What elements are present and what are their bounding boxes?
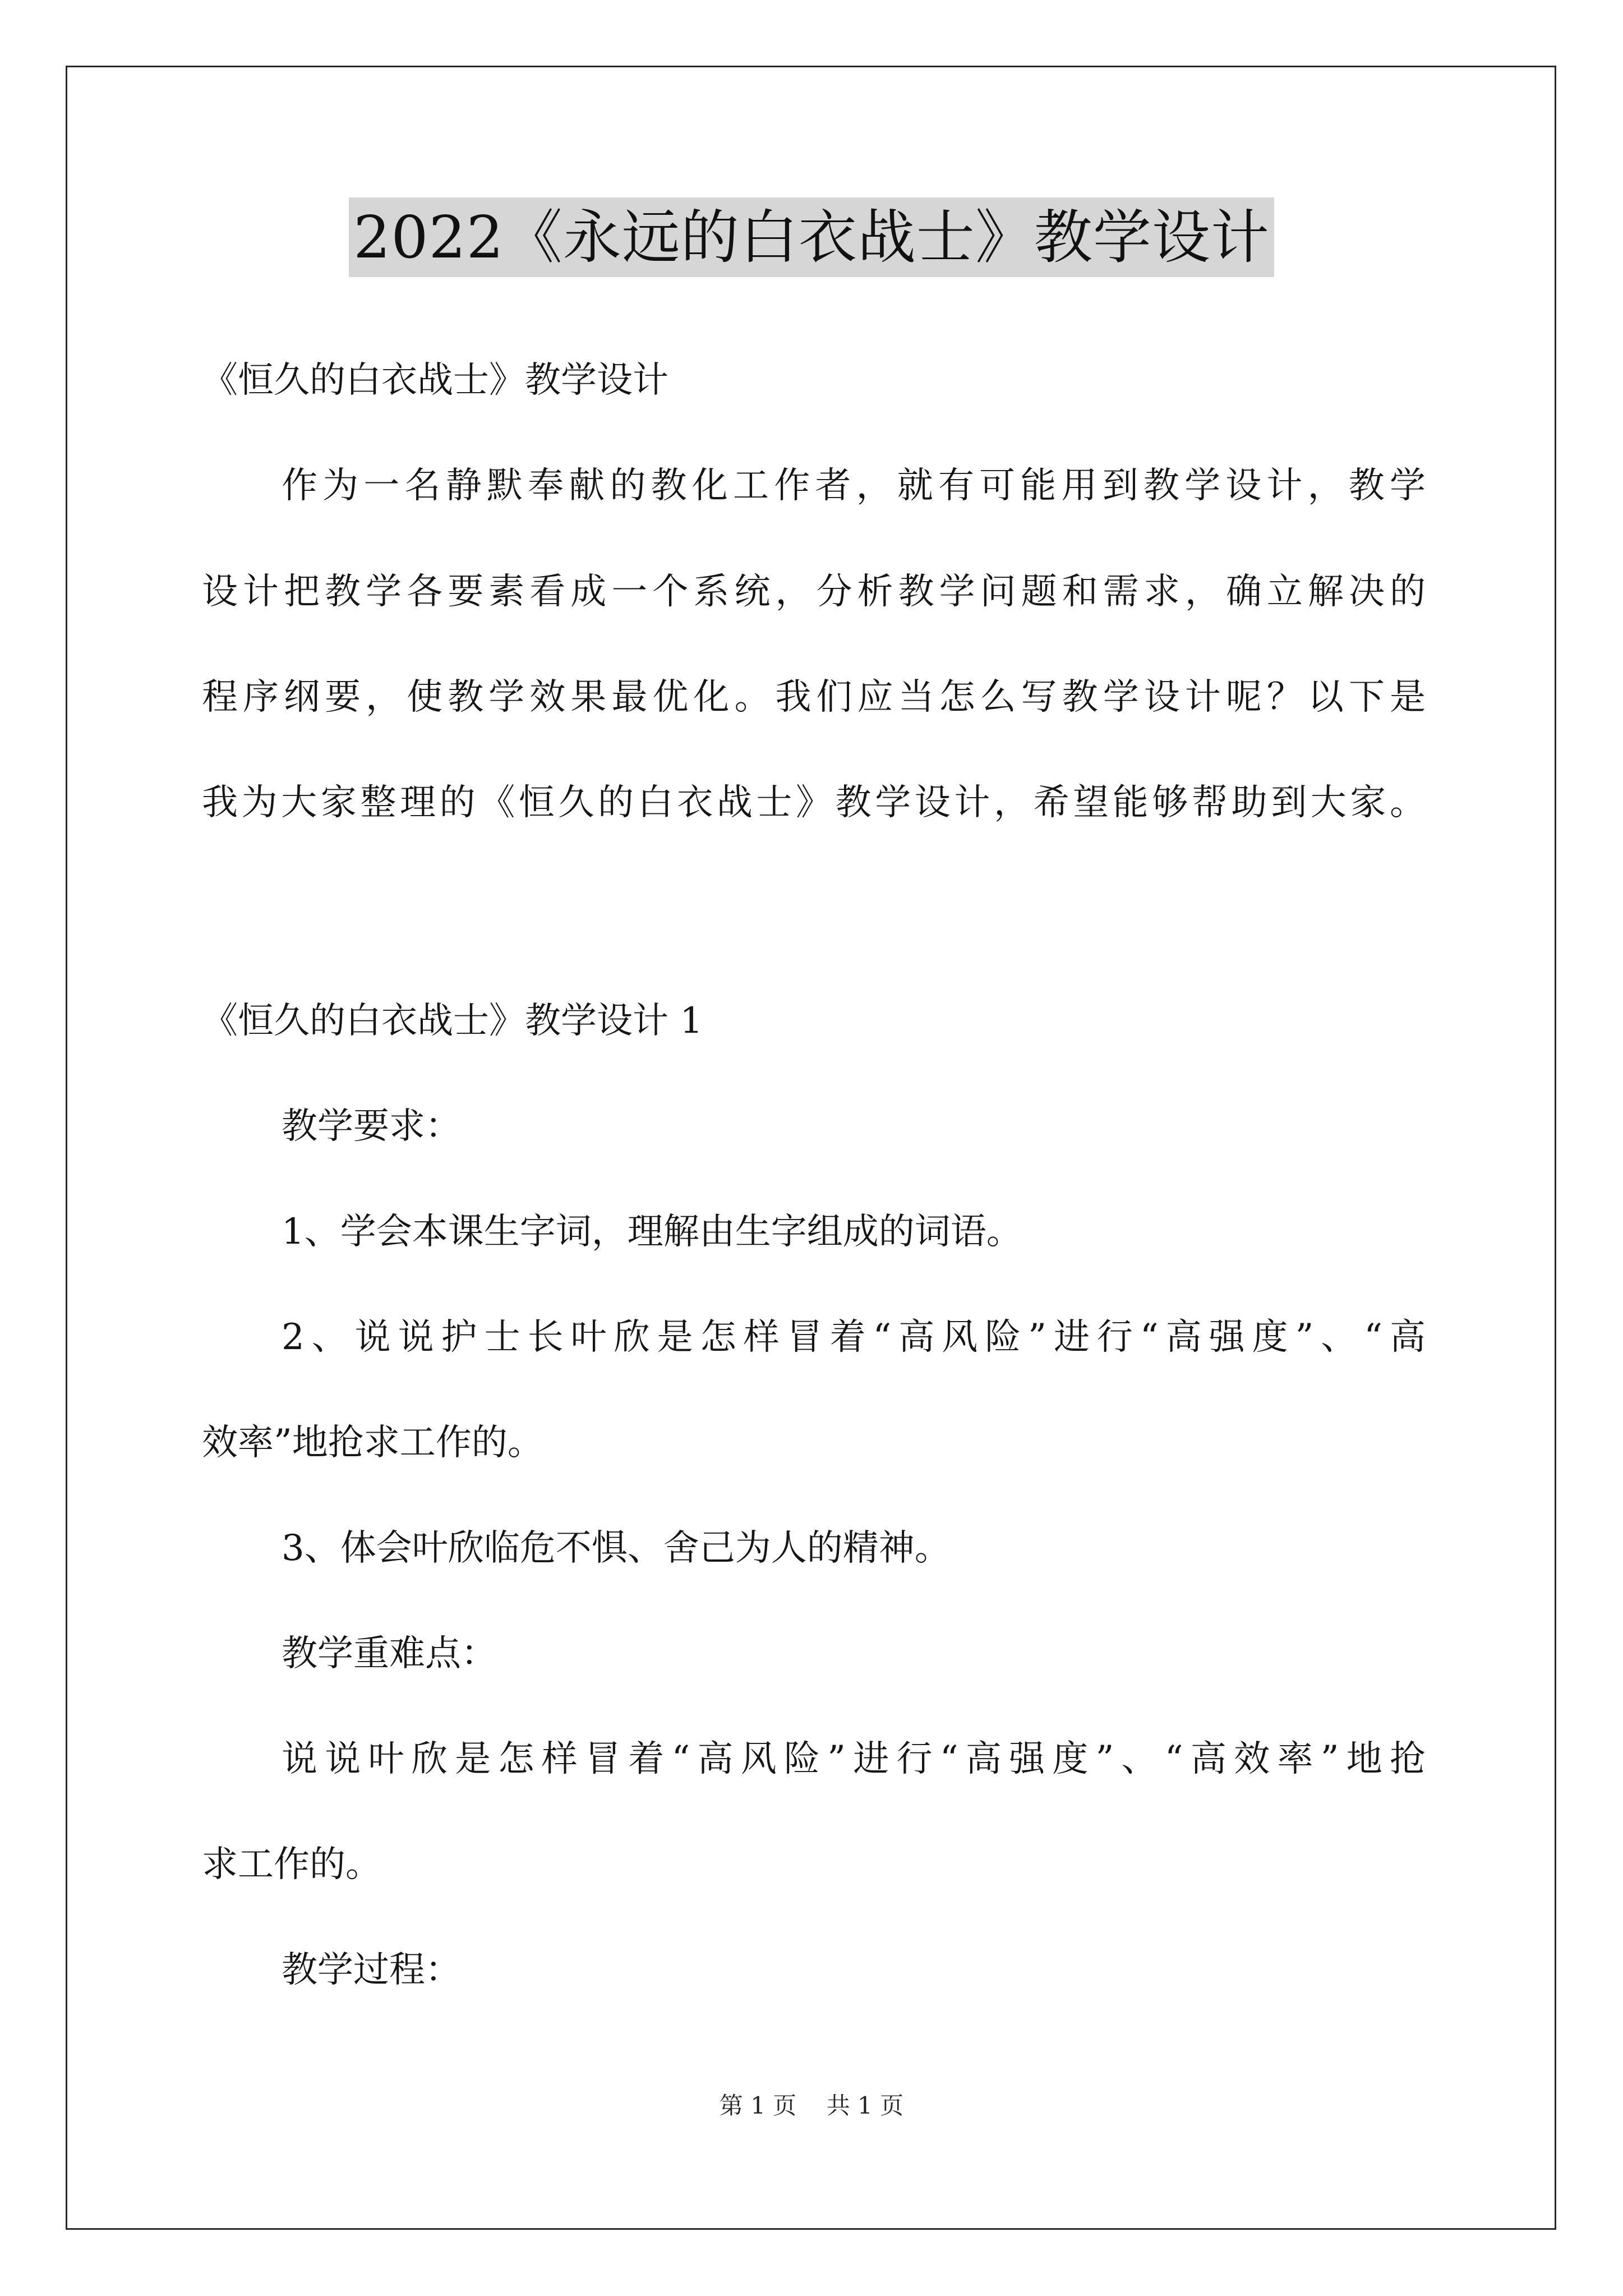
difficulty-label: 教学重难点：: [282, 1633, 497, 1674]
difficulty-line-2: 求工作的。: [202, 1844, 381, 1885]
requirement-1: 1、学会本课生字词，理解由生字组成的词语。: [282, 1211, 1022, 1253]
requirement-2-line-2: 效率”地抢求工作的。: [202, 1422, 543, 1464]
intro-line-1: 作为一名静默奉献的教化工作者，就有可能用到教学设计，教学: [282, 465, 1426, 507]
requirement-3: 3、体会叶欣临危不惧、舍己为人的精神。: [282, 1527, 951, 1569]
page-footer: 第 1 页 共 1 页: [719, 2092, 904, 2119]
requirement-2-line-1: 2、说说护士长叶欣是怎样冒着“高风险”进行“高强度”、“高: [282, 1317, 1426, 1358]
intro-line-4: 我为大家整理的《恒久的白衣战士》教学设计，希望能够帮助到大家。: [202, 782, 1426, 823]
intro-line-2: 设计把教学各要素看成一个系统，分析教学问题和需求，确立解决的: [202, 571, 1426, 613]
requirements-label: 教学要求：: [282, 1106, 461, 1147]
subtitle: 《恒久的白衣战士》教学设计: [202, 360, 668, 401]
document-title: 2022《永远的白衣战士》教学设计: [349, 197, 1274, 277]
intro-line-3: 程序纲要，使教学效果最优化。我们应当怎么写教学设计呢？以下是: [202, 677, 1426, 718]
title-container: [0, 197, 1623, 277]
difficulty-line-1: 说说叶欣是怎样冒着“高风险”进行“高强度”、“高效率”地抢: [282, 1738, 1426, 1780]
section-heading: 《恒久的白衣战士》教学设计 1: [202, 1000, 703, 1042]
process-label: 教学过程：: [282, 1949, 461, 1991]
